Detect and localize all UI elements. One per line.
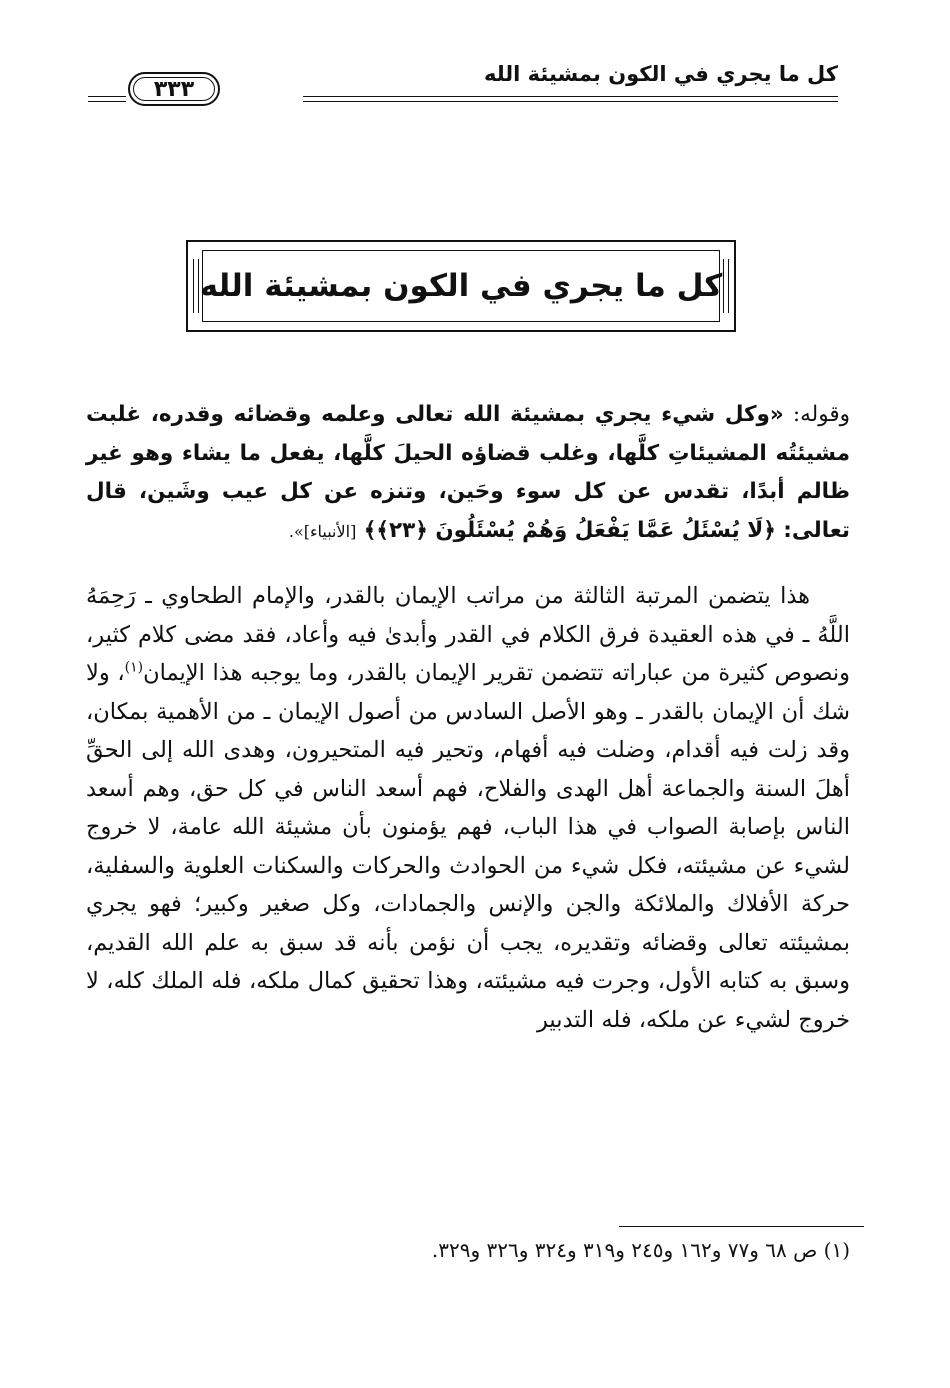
header-rule: [303, 96, 838, 102]
page-number: ٣٣٣: [128, 72, 220, 106]
verse-reference: [الأنبياء]».: [288, 521, 357, 541]
footnote-separator: [619, 1226, 864, 1227]
chapter-title-inner: [199, 250, 723, 322]
commentary-text-1: هذا يتضمن المرتبة الثالثة من مراتب الإيمان بالقدر، والإمام الطحاوي ـ رَحِمَهُ اللَّهُ ـ في هذه العقيدة فرق الكلام في القدر وأبدىٰ فيه وأعاد، فقد مضى كلام كثير، ونصوص كثيرة من عباراته تتضمن تقرير الإيمان بالقدر، وما يوجبه هذا الإيمان: [86, 583, 850, 686]
page-content: [86, 396, 850, 1039]
running-title: كل ما يجري في الكون بمشيئة الله: [483, 62, 838, 86]
chapter-title: كل ما يجري في الكون بمشيئة الله: [199, 268, 723, 304]
footnote: [432, 1238, 850, 1262]
chapter-title-frame: [186, 240, 736, 332]
commentary-text-2: ، ولا شك أن الإيمان بالقدر ـ وهو الأصل السادس من أصول الإيمان ـ من الأهمية بمكان، وقد زلت فيه أقدام، وضلت فيه أفهام، وتحير فيه المتحيرون، وهدى الله إلى الحقِّ أهلَ السنة والجماعة أهل الهدى والفلاح، فهم أسعد الناس في كل حق، وهم أسعد الناس بإصابة الصواب في هذا الباب، فهم يؤمنون بأن مشيئة الله عامة، لا خروج لشيء عن مشيئته، فكل شيء من الحوادث والحركات والسكنات العلوية والسفلية، حركة الأفلاك والملائكة والجن والإنس والجمادات، وكل صغير وكبير؛ فهو يجري بمشيئته تعالى وقضائه وتقديره، يجب أن نؤمن بأنه قد سبق به علم الله القديم، وسبق به كتابه الأول، وجرت فيه مشيئته، وهذا تحقيق كمال ملكه، فله الملك كله، لا خروج لشيء عن ملكه، فله التدبير: [86, 660, 850, 1033]
footnote-text: ص ٦٨ و٧٧ و١٦٢ و٢٤٥ و٣١٩ و٣٢٤ و٣٢٦ و٣٢٩.: [431, 1238, 818, 1262]
running-header: [88, 56, 838, 106]
footnote-marker-label: (١): [823, 1238, 850, 1262]
commentary-paragraph: [86, 577, 850, 1039]
quote-lead: وقوله:: [783, 402, 850, 427]
quoted-matn: [86, 396, 850, 551]
quote-text: «وكل شيء يجري بمشيئة الله تعالى وعلمه وقضائه وقدره، غلبت مشيئتُه المشيئاتِ كلَّها، وغلب قضاؤه الحيلَ كلَّها، يفعل ما يشاء وهو غير ظالم أبدًا، تقدس عن كل سوء وحَين، وتنزه عن كل عيب وشَين، قال تعالى: ﴿لَا يُسْئَلُ عَمَّا يَفْعَلُ وَهُمْ يُسْئَلُونَ ﴿٢٣﴾﴾: [86, 402, 850, 543]
footnote-marker[interactable]: (١): [124, 659, 144, 676]
header-rule-left: [88, 96, 126, 102]
